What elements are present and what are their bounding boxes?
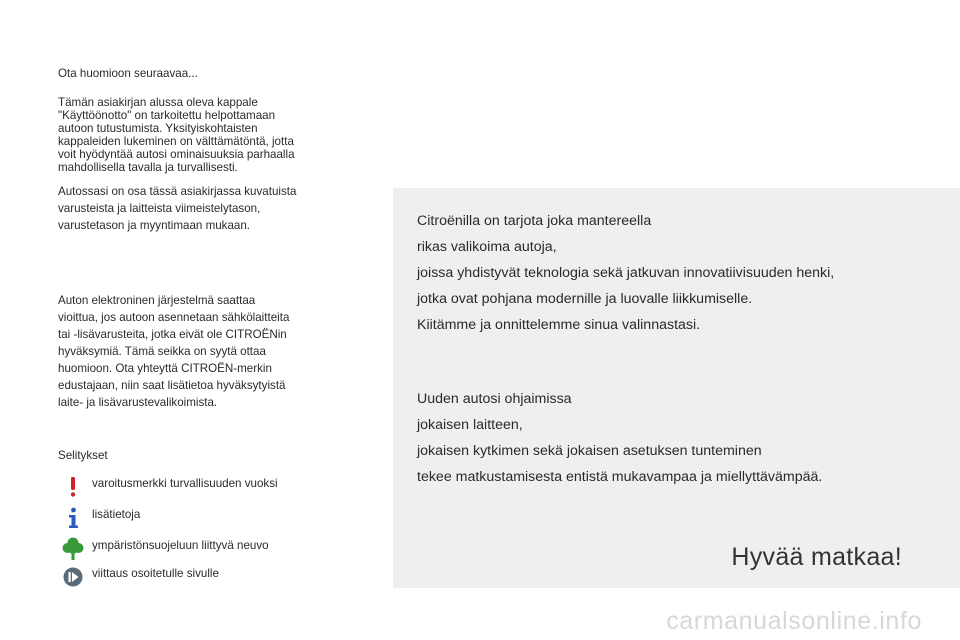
legend-label: varoitusmerkki turvallisuuden vuoksi [92,477,278,490]
legend-item-environment [62,537,322,561]
tree-icon [62,537,84,561]
exclamation-icon [62,475,84,499]
legend-item-info [62,506,322,530]
legend-label: viittaus osoitetulle sivulle [92,567,219,580]
paragraph-equipment: Autossasi on osa tässä asiakirjassa kuvatuista varusteista ja laitteista viimeistelytason, varustetason ja myyntimaan mukaan. [58,185,297,232]
page-reference-icon [62,565,84,589]
intro-text: Ota huomioon seuraavaa... [58,67,198,80]
watermark: carmanualsonline.info [666,607,922,635]
welcome-panel [393,188,960,588]
info-icon [62,506,84,530]
legend-label: lisätietoja [92,508,141,521]
legend-title: Selitykset [58,449,108,462]
legend-label: ympäristönsuojeluun liittyvä neuvo [92,539,269,552]
legend-item-warning [62,475,322,499]
paragraph-getting-started: Tämän asiakirjan alussa oleva kappale "Käyttöönotto" on tarkoitettu helpottamaan autoon tutustumista. Yksityiskohtaisten kappaleiden lukeminen on välttämätöntä, jotta voit hyödyntää autosi ominaisuuksia parhaalla mahdollisella tavalla ja turvallisesti. [58,96,295,174]
closing-greeting: Hyvää matkaa! [731,543,902,571]
welcome-paragraph-b: Uuden autosi ohjaimissa jokaisen laitteen, jokaisen kytkimen sekä jokaisen asetuksen tunteminen tekee matkustamisesta entistä mukavampaa ja miellyttävämpää. [417,391,823,485]
paragraph-electronics: Auton elektroninen järjestelmä saattaa vioittua, jos autoon asennetaan sähkölaitteita tai -lisävarusteita, jotka eivät ole CITROËNin hyväksymiä. Tämä seikka on syytä ottaa huomioon. Ota yhteyttä CITROËN-merkin edustajaan, niin saat lisätietoa hyväksytyistä laite- ja lisävarustevalikoimista. [58,294,290,410]
legend-item-page-reference [62,565,322,589]
welcome-paragraph-a: Citroënilla on tarjota joka mantereella rikas valikoima autoja, joissa yhdistyvät teknologia sekä jatkuvan innovatiivisuuden henki, jotka ovat pohjana modernille ja luovalle liikkumiselle. Kiitämme ja onnittelemme sinua valinnastasi. [417,213,835,333]
